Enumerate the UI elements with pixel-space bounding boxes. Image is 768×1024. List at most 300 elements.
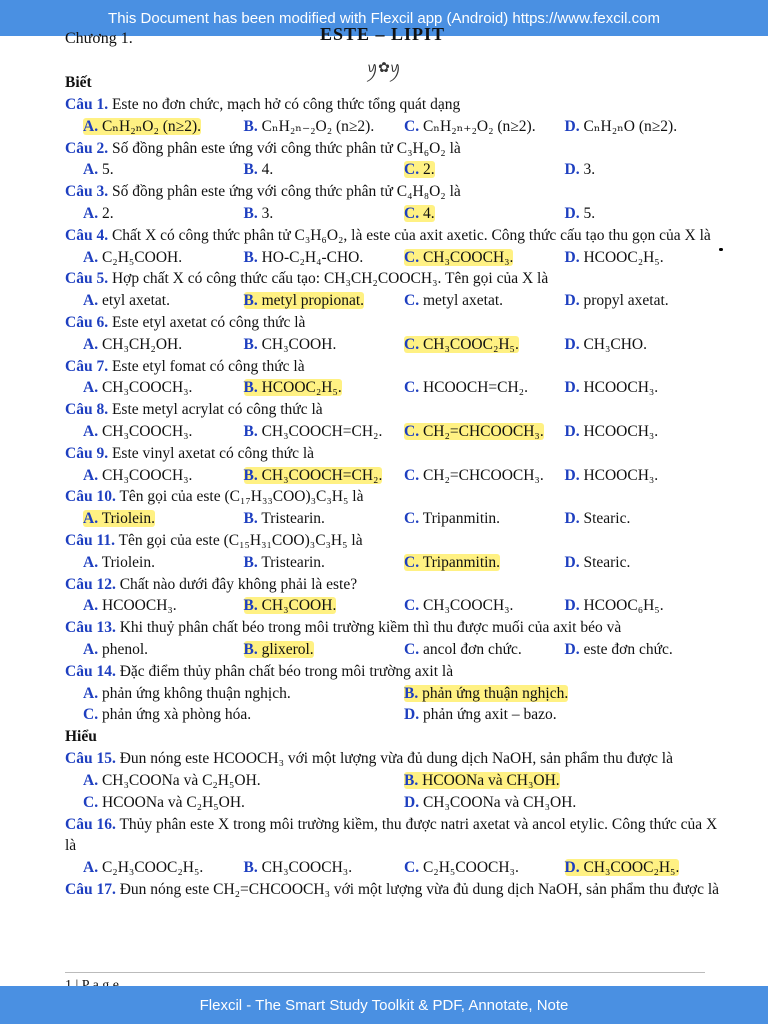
option-text: HCOOC₆H₅. (583, 597, 664, 615)
option-letter: B. (243, 510, 258, 528)
question-number: Câu 1. (65, 96, 109, 113)
option-text: 5. (583, 204, 596, 222)
answer-option[interactable] (244, 639, 405, 661)
answer-option[interactable] (404, 704, 725, 726)
answer-option[interactable] (83, 421, 244, 443)
answer-text (83, 249, 182, 266)
question-stem (65, 486, 725, 508)
option-letter: C. (83, 793, 99, 811)
question-text: Este etyl fomat có công thức là (111, 357, 305, 375)
option-text: CₙH₂ₙO₂ (n≥2). (101, 117, 201, 135)
question-stem (65, 617, 725, 639)
option-letter: A. (83, 335, 99, 353)
answer-text (565, 467, 659, 484)
answer-text (244, 249, 364, 266)
answer-text (244, 859, 353, 876)
option-text: CH₃CHO. (583, 335, 647, 353)
answer-option[interactable] (404, 792, 725, 814)
question-text: Este metyl acrylat có công thức là (111, 401, 323, 419)
option-letter: B. (243, 422, 258, 440)
page-title: ESTE – LIPIT (320, 24, 446, 44)
option-text: CH₃COOC₂H₅. (583, 859, 680, 877)
question-stem (65, 181, 725, 203)
answer-option[interactable] (404, 421, 565, 443)
option-text: HCOOCH₃. (583, 379, 659, 397)
question-text: Chất X có công thức phân tử C₃H₆O₂, là este của axit axetic. Công thức cấu tạo thu gọn của X là (111, 226, 711, 244)
option-letter: D. (404, 706, 420, 724)
highlighted-answer (404, 336, 519, 353)
answer-text (244, 554, 325, 571)
option-text: Stearic. (583, 553, 631, 571)
option-text: C₂H₃COOC₂H₅. (101, 859, 204, 877)
option-text: CH₂=CHCOOCH₃. (422, 422, 544, 440)
answer-option[interactable] (404, 159, 565, 181)
answer-option[interactable] (83, 770, 404, 792)
option-letter: A. (83, 422, 99, 440)
answer-option[interactable] (83, 290, 244, 312)
answer-options (65, 290, 725, 312)
option-text: 5. (101, 161, 114, 179)
option-text: ancol đơn chức. (422, 640, 522, 658)
answer-text (83, 772, 261, 789)
answer-option[interactable] (404, 203, 565, 225)
answer-text (565, 118, 678, 135)
highlighted-answer (404, 205, 435, 222)
option-letter: C. (404, 640, 420, 658)
answer-option[interactable] (565, 116, 726, 138)
question-stem (65, 225, 725, 247)
highlighted-answer (404, 423, 544, 440)
highlighted-answer (404, 249, 513, 266)
option-text: Tristearin. (261, 510, 325, 528)
question-list (65, 72, 725, 901)
option-text: 3. (583, 161, 596, 179)
highlighted-answer (83, 510, 155, 527)
answer-option[interactable] (83, 639, 244, 661)
highlighted-answer (244, 641, 314, 658)
answer-option[interactable] (565, 377, 726, 399)
answer-text (83, 641, 148, 658)
answer-text (565, 423, 659, 440)
answer-text (404, 510, 500, 527)
answer-text (565, 554, 631, 571)
question-text: Tên gọi của este (C₁₇H₃₃COO)₃C₃H₅ là (119, 488, 364, 506)
option-text: C₂H₅COOH. (101, 248, 183, 266)
answer-option[interactable] (404, 334, 565, 356)
answer-option[interactable] (565, 421, 726, 443)
option-text: CH₃COOC₂H₅. (422, 335, 519, 353)
question-stem (65, 748, 725, 770)
option-letter: A. (83, 684, 99, 702)
answer-options (65, 683, 725, 705)
option-letter: A. (83, 597, 99, 615)
option-letter: C. (83, 706, 99, 724)
answer-option[interactable] (244, 159, 405, 181)
option-letter: D. (404, 793, 420, 811)
answer-option[interactable] (244, 247, 405, 269)
answer-option[interactable] (565, 857, 726, 879)
answer-options (65, 421, 725, 443)
answer-option[interactable] (404, 770, 725, 792)
answer-option[interactable] (83, 704, 404, 726)
answer-option[interactable] (244, 857, 405, 879)
highlighted-answer (83, 118, 201, 135)
answer-option[interactable] (565, 639, 726, 661)
option-letter: A. (83, 204, 99, 222)
answer-text (404, 641, 522, 658)
option-letter: D. (564, 859, 580, 877)
option-text: HO-C₂H₄-CHO. (261, 248, 364, 266)
option-letter: B. (243, 161, 258, 179)
question-text: Đặc điểm thủy phân chất béo trong môi trường axit là (119, 662, 454, 680)
answer-options (65, 552, 725, 574)
answer-option[interactable] (565, 552, 726, 574)
question-number: Câu 2. (65, 139, 109, 157)
answer-option[interactable] (83, 247, 244, 269)
document-page (0, 24, 768, 986)
option-letter: B. (243, 859, 258, 877)
question-text: Chất nào dưới đây không phải là este? (119, 575, 358, 593)
answer-options (65, 770, 725, 792)
answer-option[interactable] (244, 290, 405, 312)
question-number: Câu 17. (65, 880, 116, 898)
option-text: Tripanmitin. (422, 553, 501, 571)
answer-option[interactable] (83, 203, 244, 225)
highlighted-answer (244, 292, 365, 309)
highlighted-answer (244, 467, 383, 484)
chapter-header (65, 24, 728, 50)
answer-text (244, 205, 274, 222)
highlighted-answer (244, 597, 337, 614)
answer-option[interactable] (565, 465, 726, 487)
answer-text (83, 161, 114, 178)
option-letter: A. (83, 292, 99, 310)
ornament-icon: ꪗ✿ꪗ (367, 61, 401, 76)
option-letter: C. (404, 161, 420, 179)
option-letter: C. (404, 466, 420, 484)
answer-option[interactable] (83, 159, 244, 181)
option-text: HCOOCH=CH₂. (422, 379, 528, 397)
question-number: Câu 14. (65, 662, 116, 680)
answer-option[interactable] (83, 334, 244, 356)
answer-text (565, 292, 669, 309)
option-text: Triolein. (101, 510, 155, 528)
answer-option[interactable] (404, 377, 565, 399)
question-stem (65, 814, 725, 858)
option-letter: D. (564, 640, 580, 658)
answer-option[interactable] (244, 116, 405, 138)
option-letter: B. (243, 248, 258, 266)
answer-option[interactable] (83, 552, 244, 574)
answer-option[interactable] (565, 595, 726, 617)
answer-option[interactable] (244, 203, 405, 225)
answer-text (404, 859, 519, 876)
option-text: Tripanmitin. (422, 510, 501, 528)
question-stem (65, 138, 725, 160)
option-text: 4. (422, 204, 435, 222)
option-letter: A. (83, 510, 99, 528)
answer-text (244, 423, 383, 440)
option-text: phản ứng không thuận nghịch. (101, 684, 291, 702)
question-number: Câu 3. (65, 183, 109, 201)
answer-option[interactable] (565, 159, 726, 181)
option-text: CH₃COOH. (261, 335, 337, 353)
question-stem (65, 530, 725, 552)
option-text: phản ứng axit – bazo. (422, 706, 557, 724)
option-letter: A. (83, 379, 99, 397)
answer-text (404, 118, 536, 135)
option-letter: A. (83, 640, 99, 658)
option-letter: B. (243, 640, 258, 658)
option-text: CH₃COOCH₃. (101, 466, 193, 484)
answer-options (65, 595, 725, 617)
question-text: Đun nóng este CH₂=CHCOOCH₃ với một lượng vừa đủ dung dịch NaOH, sản phẩm thu được là (119, 880, 720, 898)
question-stem (65, 94, 725, 116)
answer-options (65, 247, 725, 269)
answer-option[interactable] (565, 508, 726, 530)
answer-options (65, 792, 725, 814)
option-text: phản ứng thuận nghịch. (422, 684, 569, 702)
answer-text (565, 379, 659, 396)
answer-text (83, 336, 182, 353)
answer-text (404, 379, 528, 396)
answer-text (83, 554, 155, 571)
option-letter: D. (564, 466, 580, 484)
answer-option[interactable] (404, 595, 565, 617)
answer-text (565, 161, 596, 178)
answer-text (83, 467, 192, 484)
answer-text (565, 336, 648, 353)
answer-text (565, 510, 631, 527)
chapter-label: Chương 1. (65, 30, 133, 47)
option-letter: A. (83, 771, 99, 789)
option-letter: D. (564, 117, 580, 135)
option-text: CH₃COOCH₃. (422, 248, 514, 266)
answer-option[interactable] (83, 116, 244, 138)
answer-option[interactable] (404, 508, 565, 530)
answer-option[interactable] (565, 290, 726, 312)
option-letter: B. (243, 466, 258, 484)
option-letter: B. (243, 292, 258, 310)
answer-text (404, 292, 503, 309)
section-heading: Hiểu (65, 728, 97, 746)
option-text: CH₃COOCH₃. (422, 597, 514, 615)
option-text: CH₃COOCH=CH₂. (261, 466, 383, 484)
option-text: CₙH₂ₙ₊₂O₂ (n≥2). (422, 117, 536, 135)
answer-option[interactable] (404, 683, 725, 705)
highlighted-answer (404, 685, 568, 702)
question-text: Thủy phân este X trong môi trường kiềm, thu được natri axetat và ancol etylic. Công thức của X là (65, 815, 718, 855)
question-text: Este etyl axetat có công thức là (111, 313, 306, 331)
answer-option[interactable] (83, 857, 244, 879)
question-number: Câu 13. (65, 619, 116, 637)
option-letter: D. (564, 161, 580, 179)
option-text: HCOOCH₃. (583, 422, 659, 440)
question-number: Câu 11. (65, 531, 115, 549)
option-text: este đơn chức. (583, 640, 673, 658)
option-text: HCOONa và C₂H₅OH. (101, 793, 245, 811)
option-letter: D. (564, 422, 580, 440)
option-letter: B. (243, 597, 258, 615)
option-letter: A. (83, 248, 99, 266)
question-text: Este vinyl axetat có công thức là (111, 444, 315, 462)
answer-option[interactable] (244, 377, 405, 399)
answer-option[interactable] (244, 421, 405, 443)
option-letter: B. (243, 379, 258, 397)
option-text: 2. (101, 204, 114, 222)
question-number: Câu 10. (65, 488, 116, 506)
option-letter: D. (564, 510, 580, 528)
question-stem (65, 574, 725, 596)
option-text: 2. (422, 161, 435, 179)
question-number: Câu 12. (65, 575, 116, 593)
option-letter: D. (564, 204, 580, 222)
option-letter: D. (564, 379, 580, 397)
question-number: Câu 4. (65, 226, 109, 244)
answer-text (565, 597, 664, 614)
answer-option[interactable] (404, 290, 565, 312)
answer-option[interactable] (404, 552, 565, 574)
answer-options (65, 116, 725, 138)
option-text: Triolein. (101, 553, 155, 571)
question-stem (65, 399, 725, 421)
answer-text (83, 379, 192, 396)
option-text: 3. (261, 204, 274, 222)
option-letter: C. (404, 553, 420, 571)
question-number: Câu 16. (65, 815, 116, 833)
answer-option[interactable] (404, 465, 565, 487)
answer-text (404, 597, 513, 614)
option-text: CH₃COOCH₃. (261, 859, 353, 877)
question-text: Đun nóng este HCOOCH₃ với một lượng vừa đủ dung dịch NaOH, sản phẩm thu được là (119, 750, 673, 768)
option-letter: D. (564, 597, 580, 615)
option-letter: D. (564, 292, 580, 310)
answer-text (83, 859, 203, 876)
option-letter: B. (404, 771, 419, 789)
option-text: HCOONa và CH₃OH. (422, 771, 560, 789)
answer-option[interactable] (404, 639, 565, 661)
highlighted-answer (244, 379, 342, 396)
option-text: glixerol. (261, 640, 314, 658)
answer-text (565, 249, 664, 266)
question-stem (65, 356, 725, 378)
option-letter: C. (404, 292, 420, 310)
answer-text (83, 794, 245, 811)
option-letter: C. (404, 204, 420, 222)
answer-option[interactable] (83, 508, 244, 530)
top-banner[interactable]: This Document has been modified with Flexcil app (Android) https://www.fexcil.com (0, 0, 768, 36)
answer-option[interactable] (83, 683, 404, 705)
option-text: propyl axetat. (583, 292, 669, 310)
answer-text (83, 205, 114, 222)
question-number: Câu 7. (65, 357, 109, 375)
answer-text (83, 597, 177, 614)
option-letter: C. (404, 248, 420, 266)
question-stem (65, 661, 725, 683)
question-stem (65, 268, 725, 290)
option-letter: C. (404, 117, 420, 135)
option-text: HCOOCH₃. (583, 466, 659, 484)
option-letter: C. (404, 335, 420, 353)
option-letter: C. (404, 859, 420, 877)
highlighted-answer (404, 161, 435, 178)
answer-option[interactable] (244, 334, 405, 356)
question-text: Tên gọi của este (C₁₅H₃₁COO)₃C₃H₅ là (118, 531, 363, 549)
answer-options (65, 639, 725, 661)
answer-option[interactable] (244, 552, 405, 574)
answer-text (83, 685, 291, 702)
answer-options (65, 857, 725, 879)
option-text: C₂H₅COOCH₃. (422, 859, 519, 877)
option-text: Stearic. (583, 510, 631, 528)
answer-text (565, 205, 596, 222)
option-text: CH₂=CHCOOCH₃. (422, 466, 544, 484)
footer-rule (65, 972, 705, 973)
option-text: CH₃COOH. (261, 597, 337, 615)
bottom-banner[interactable]: Flexcil - The Smart Study Toolkit & PDF, Annotate, Note (0, 986, 768, 1024)
answer-option[interactable] (565, 247, 726, 269)
answer-option[interactable] (244, 508, 405, 530)
option-letter: A. (83, 466, 99, 484)
highlighted-answer (404, 554, 500, 571)
answer-option[interactable] (565, 334, 726, 356)
option-letter: C. (404, 379, 420, 397)
answer-option[interactable] (565, 203, 726, 225)
question-number: Câu 8. (65, 401, 109, 419)
question-text: Số đồng phân este ứng với công thức phân tử C₄H₈O₂ là (111, 183, 461, 201)
option-text: phản ứng xà phòng hóa. (101, 706, 252, 724)
option-text: phenol. (101, 640, 149, 658)
option-letter: A. (83, 117, 99, 135)
option-text: HCOOC₂H₅. (261, 379, 342, 397)
answer-option[interactable] (83, 792, 404, 814)
highlighted-answer (404, 772, 560, 789)
answer-text (244, 161, 274, 178)
answer-options (65, 508, 725, 530)
option-letter: B. (404, 684, 419, 702)
option-letter: C. (404, 597, 420, 615)
option-text: CₙH₂ₙO (n≥2). (583, 117, 678, 135)
option-text: CH₃COOCH=CH₂. (261, 422, 383, 440)
option-letter: A. (83, 161, 99, 179)
question-number: Câu 6. (65, 313, 109, 331)
answer-option[interactable] (83, 595, 244, 617)
question-stem (65, 312, 725, 334)
question-number: Câu 15. (65, 750, 116, 768)
option-letter: A. (83, 553, 99, 571)
answer-option[interactable] (404, 247, 565, 269)
answer-option[interactable] (83, 465, 244, 487)
option-text: CH₃COONa và CH₃OH. (422, 793, 577, 811)
question-stem (65, 443, 725, 465)
option-letter: D. (564, 553, 580, 571)
option-letter: B. (243, 335, 258, 353)
option-text: CH₃COOCH₃. (101, 379, 193, 397)
answer-options (65, 334, 725, 356)
question-number: Câu 9. (65, 444, 109, 462)
answer-option[interactable] (244, 595, 405, 617)
answer-text (244, 118, 375, 135)
highlighted-answer (565, 859, 680, 876)
answer-option[interactable] (83, 377, 244, 399)
answer-option[interactable] (404, 116, 565, 138)
answer-option[interactable] (404, 857, 565, 879)
option-letter: C. (404, 422, 420, 440)
question-stem (65, 879, 725, 901)
question-text: Khi thuỷ phân chất béo trong môi trường kiềm thì thu được muối của axit béo và (119, 619, 622, 637)
section-heading: Biết (65, 74, 92, 91)
answer-option[interactable] (244, 465, 405, 487)
